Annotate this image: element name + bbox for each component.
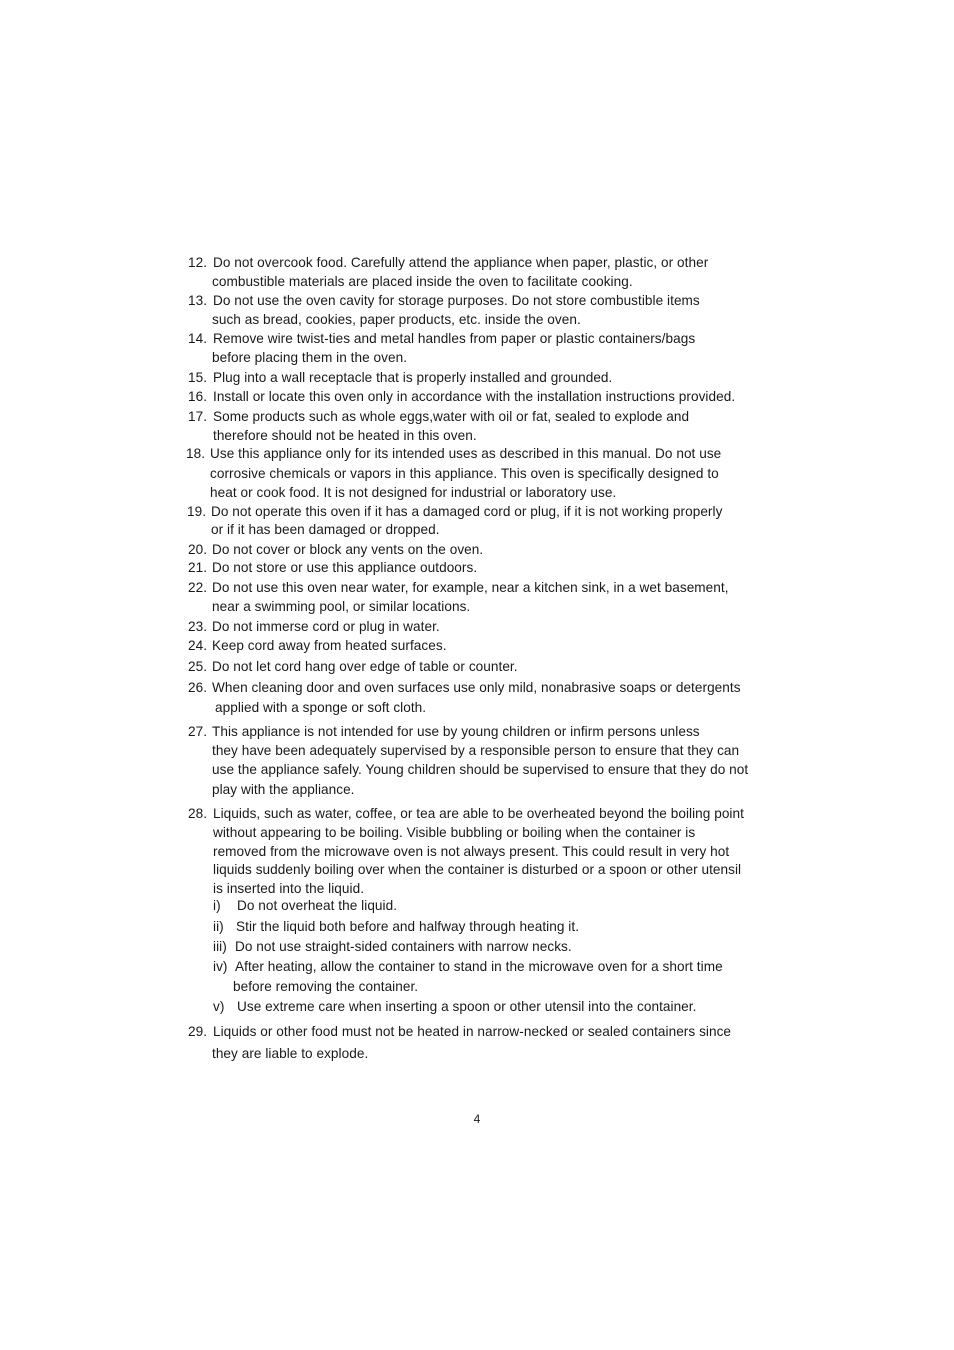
item-17-line-1: Some products such as whole eggs,water with oil or fat, sealed to explode and [213,409,690,424]
item-28-line-2: without appearing to be boiling. Visible bubbling or boiling when the container is [213,825,696,840]
item-27-number: 27. [188,724,208,739]
item-28-line-5: is inserted into the liquid. [213,881,365,896]
item-28-number: 28. [188,806,208,821]
item-29-line-1: Liquids or other food must not be heated in narrow-necked or sealed containers since [213,1024,732,1039]
item-28-line-1: Liquids, such as water, coffee, or tea are able to be overheated beyond the boiling point [213,806,744,821]
item-18-line-3: heat or cook food. It is not designed for industrial or laboratory use. [210,485,617,500]
item-26-line-2: applied with a sponge or soft cloth. [215,700,427,715]
item-16-line-1: Install or locate this oven only in accordance with the installation instructions provided. [213,389,736,404]
item-17-number: 17. [188,409,208,424]
item-23-number: 23. [188,619,208,634]
item-18-number: 18. [186,446,206,461]
item-18-line-2: corrosive chemicals or vapors in this appliance. This oven is specifically designed to [210,466,719,481]
item-21-number: 21. [188,560,208,575]
item-12-number: 12. [188,255,208,270]
item-19-line-2: or if it has been damaged or dropped. [211,522,440,537]
subitem-iii-label: iii) [213,939,227,954]
item-22-line-2: near a swimming pool, or similar locations. [212,599,471,614]
subitem-iv-label: iv) [213,959,228,974]
item-22-line-1: Do not use this oven near water, for example, near a kitchen sink, in a wet basement, [212,580,729,595]
item-15-line-1: Plug into a wall receptacle that is properly installed and grounded. [213,370,613,385]
item-13-number: 13. [188,293,208,308]
item-28-line-3: removed from the microwave oven is not always present. This could result in very hot [213,844,730,859]
item-19-number: 19. [187,504,207,519]
subitem-iv-text-1: After heating, allow the container to stand in the microwave oven for a short time [235,959,723,974]
subitem-i-text: Do not overheat the liquid. [237,898,398,913]
item-27-line-1: This appliance is not intended for use by young children or infirm persons unless [212,724,700,739]
subitem-i-label: i) [213,898,221,913]
item-27-line-3: use the appliance safely. Young children should be supervised to ensure that they do not [212,762,749,777]
item-27-line-4: play with the appliance. [212,782,355,797]
item-14-number: 14. [188,331,208,346]
item-21-line-1: Do not store or use this appliance outdoors. [212,560,478,575]
item-20-number: 20. [188,542,208,557]
item-14-line-1: Remove wire twist-ties and metal handles from paper or plastic containers/bags [213,331,696,346]
item-27-line-2: they have been adequately supervised by a responsible person to ensure that they can [212,743,740,758]
item-12-line-1: Do not overcook food. Carefully attend the appliance when paper, plastic, or other [213,255,709,270]
subitem-v-label: v) [213,999,225,1014]
item-22-number: 22. [188,580,208,595]
item-25-number: 25. [188,659,208,674]
subitem-iii-text: Do not use straight-sided containers with narrow necks. [235,939,572,954]
subitem-v-text: Use extreme care when inserting a spoon or other utensil into the container. [237,999,697,1014]
item-28-line-4: liquids suddenly boiling over when the container is disturbed or a spoon or other utensil [213,862,742,877]
item-24-number: 24. [188,638,208,653]
item-14-line-2: before placing them in the oven. [212,350,408,365]
item-16-number: 16. [188,389,208,404]
subitem-ii-text: Stir the liquid both before and halfway through heating it. [236,919,580,934]
item-29-line-2: they are liable to explode. [212,1046,369,1061]
item-12-line-2: combustible materials are placed inside the oven to facilitate cooking. [212,274,633,289]
item-25-line-1: Do not let cord hang over edge of table or counter. [212,659,518,674]
item-15-number: 15. [188,370,208,385]
item-23-line-1: Do not immerse cord or plug in water. [212,619,440,634]
item-26-number: 26. [188,680,208,695]
item-13-line-1: Do not use the oven cavity for storage purposes. Do not store combustible items [213,293,700,308]
item-20-line-1: Do not cover or block any vents on the oven. [212,542,484,557]
page-number: 4 [473,1112,481,1126]
item-24-line-1: Keep cord away from heated surfaces. [212,638,447,653]
item-17-line-2: therefore should not be heated in this oven. [213,428,477,443]
item-13-line-2: such as bread, cookies, paper products, etc. inside the oven. [212,312,581,327]
subitem-iv-text-2: before removing the container. [233,979,419,994]
subitem-ii-label: ii) [213,919,224,934]
item-26-line-1: When cleaning door and oven surfaces use only mild, nonabrasive soaps or detergents [212,680,741,695]
item-18-line-1: Use this appliance only for its intended uses as described in this manual. Do not use [210,446,722,461]
item-29-number: 29. [188,1024,208,1039]
item-19-line-1: Do not operate this oven if it has a damaged cord or plug, if it is not working properly [211,504,723,519]
